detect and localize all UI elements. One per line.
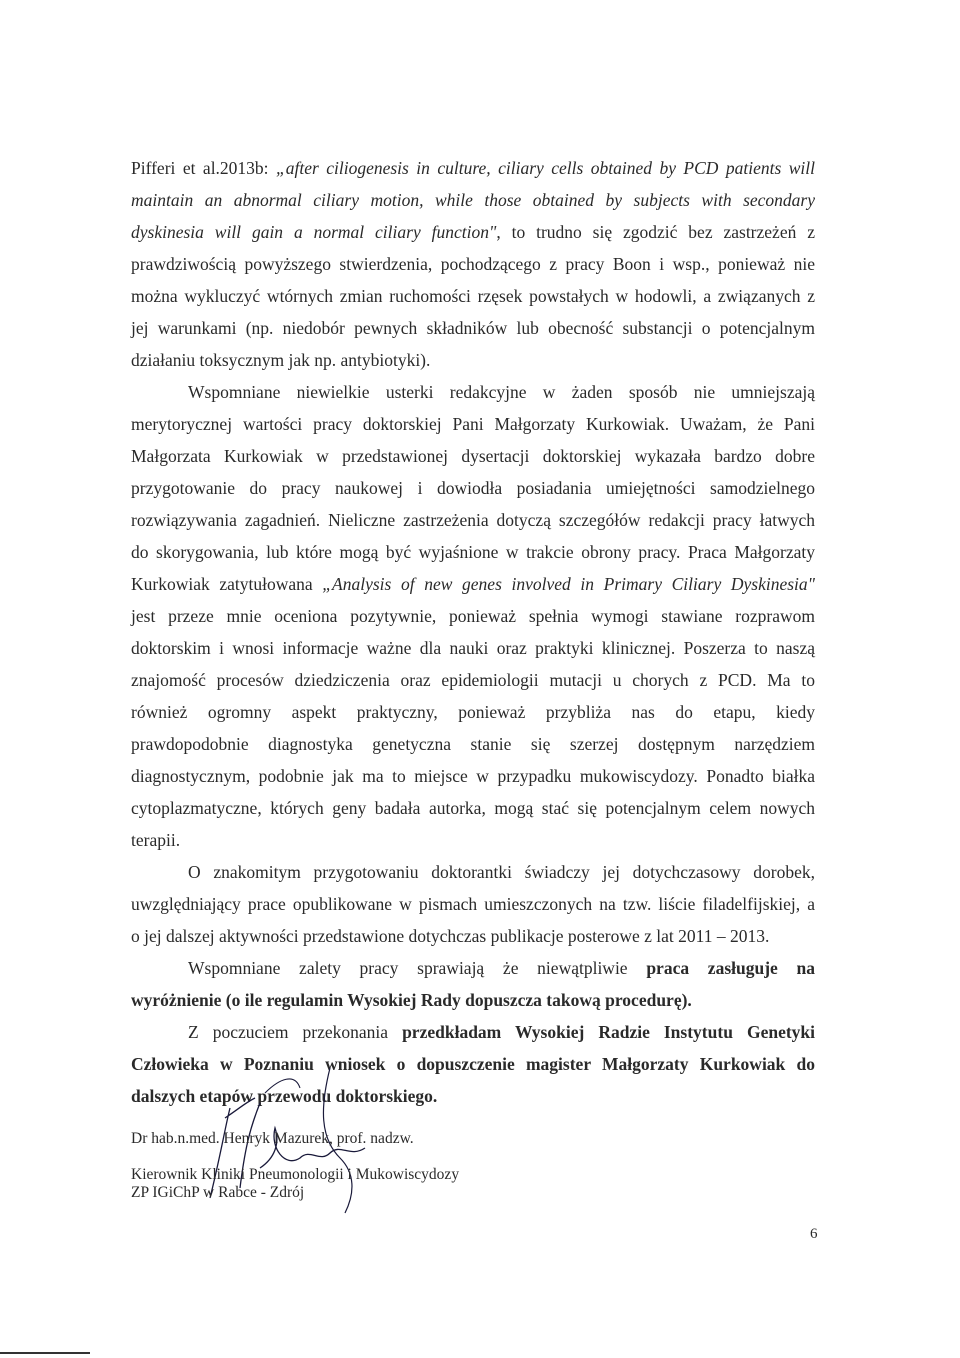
signatory-name: Dr hab.n.med. Henryk Mazurek, prof. nadzw. bbox=[131, 1130, 414, 1147]
text-line: rozwiązywania zagadnień. Nieliczne zastrzeżenia dotyczą szczegółów redakcji pracy łatwych bbox=[131, 510, 815, 530]
text-line: prawdziwością powyższego stwierdzenia, pochodzącego z pracy Boon i wsp., ponieważ nie bbox=[131, 254, 815, 274]
text-line: uwzględniający prace opublikowane w pismach umieszczonych na tzw. liście filadelfijskiej, a bbox=[131, 894, 815, 914]
text-line: dyskinesia will gain a normal ciliary function", to trudno się zgodzić bez zastrzeżeń z bbox=[131, 222, 815, 242]
text-line: o jej dalszej aktywności przedstawione dotychczas publikacje posterowe z lat 2011 – 2013. bbox=[131, 926, 770, 946]
text-line: maintain an abnormal ciliary motion, while those obtained by subjects with secondary bbox=[131, 190, 815, 210]
page-number: 6 bbox=[810, 1226, 818, 1242]
scan-edge-mark bbox=[0, 1352, 90, 1354]
text-line: merytorycznej wartości pracy doktorskiej Pani Małgorzaty Kurkowiak. Uważam, że Pani bbox=[131, 414, 815, 434]
text-line: przygotowanie do pracy naukowej i dowiodła posiadania umiejętności samodzielnego bbox=[131, 478, 815, 498]
text-line: Małgorzata Kurkowiak w przedstawionej dysertacji doktorskiej wykazała bardzo dobre bbox=[131, 446, 815, 466]
text-line: Człowieka w Poznaniu wniosek o dopuszczenie magister Małgorzaty Kurkowiak do bbox=[131, 1054, 815, 1074]
text-line: Z poczuciem przekonania przedkładam Wysokiej Radzie Instytutu Genetyki bbox=[188, 1022, 816, 1042]
signatory-position: Kierownik Kliniki Pneumonologii i Mukowiscydozy bbox=[131, 1166, 460, 1183]
text-line: jej warunkami (np. niedobór pewnych składników lub obecność substancji o potencjalnym bbox=[131, 318, 815, 338]
text-line: działaniu toksycznym jak np. antybiotyki). bbox=[131, 350, 431, 370]
text-line: wyróżnienie (o ile regulamin Wysokiej Rady dopuszcza takową procedurę). bbox=[131, 990, 692, 1010]
text-line: cytoplazmatyczne, których geny badała autorka, mogą stać się potencjalnym celem nowych bbox=[131, 798, 815, 818]
text-line: również ogromny aspekt praktyczny, ponieważ przybliża nas do etapu, kiedy bbox=[131, 702, 815, 722]
text-line: doktorskim i wnosi informacje ważne dla nauki oraz praktyki klinicznej. Poszerza to naszą bbox=[131, 638, 815, 658]
text-line: Wspomniane niewielkie usterki redakcyjne w żaden sposób nie umniejszają bbox=[188, 382, 815, 402]
text-line: można wykluczyć wtórnych zmian ruchomości rzęsek powstałych w hodowli, a związanych z bbox=[131, 286, 815, 306]
text-line: O znakomitym przygotowaniu doktorantki świadczy jej dotychczasowy dorobek, bbox=[188, 862, 815, 882]
text-line: dalszych etapów przewodu doktorskiego. bbox=[131, 1086, 438, 1106]
text-line: terapii. bbox=[131, 830, 181, 850]
text-line: znajomość procesów dziedziczenia oraz epidemiologii mutacji u chorych z PCD. Ma to bbox=[131, 670, 815, 690]
text-line: Wspomniane zalety pracy sprawiają że niewątpliwie praca zasługuje na bbox=[188, 958, 816, 978]
text-line: Pifferi et al.2013b: „after ciliogenesis in culture, ciliary cells obtained by PCD patients will bbox=[131, 158, 816, 178]
text-line: prawdopodobnie diagnostyka genetyczna stanie się szerzej dostępnym narzędziem bbox=[131, 734, 815, 754]
text-line: do skorygowania, lub które mogą być wyjaśnione w trakcie obrony pracy. Praca Małgorzaty bbox=[131, 542, 815, 562]
text-line: diagnostycznym, podobnie jak ma to miejsce w przypadku mukowiscydozy. Ponadto białka bbox=[131, 766, 815, 786]
signatory-institution: ZP IGiChP w Rabce - Zdrój bbox=[131, 1184, 305, 1201]
text-line: jest przeze mnie oceniona pozytywnie, ponieważ spełnia wymogi stawiane rozprawom bbox=[131, 606, 815, 626]
text-line: Kurkowiak zatytułowana „Analysis of new genes involved in Primary Ciliary Dyskinesia" bbox=[131, 574, 815, 594]
